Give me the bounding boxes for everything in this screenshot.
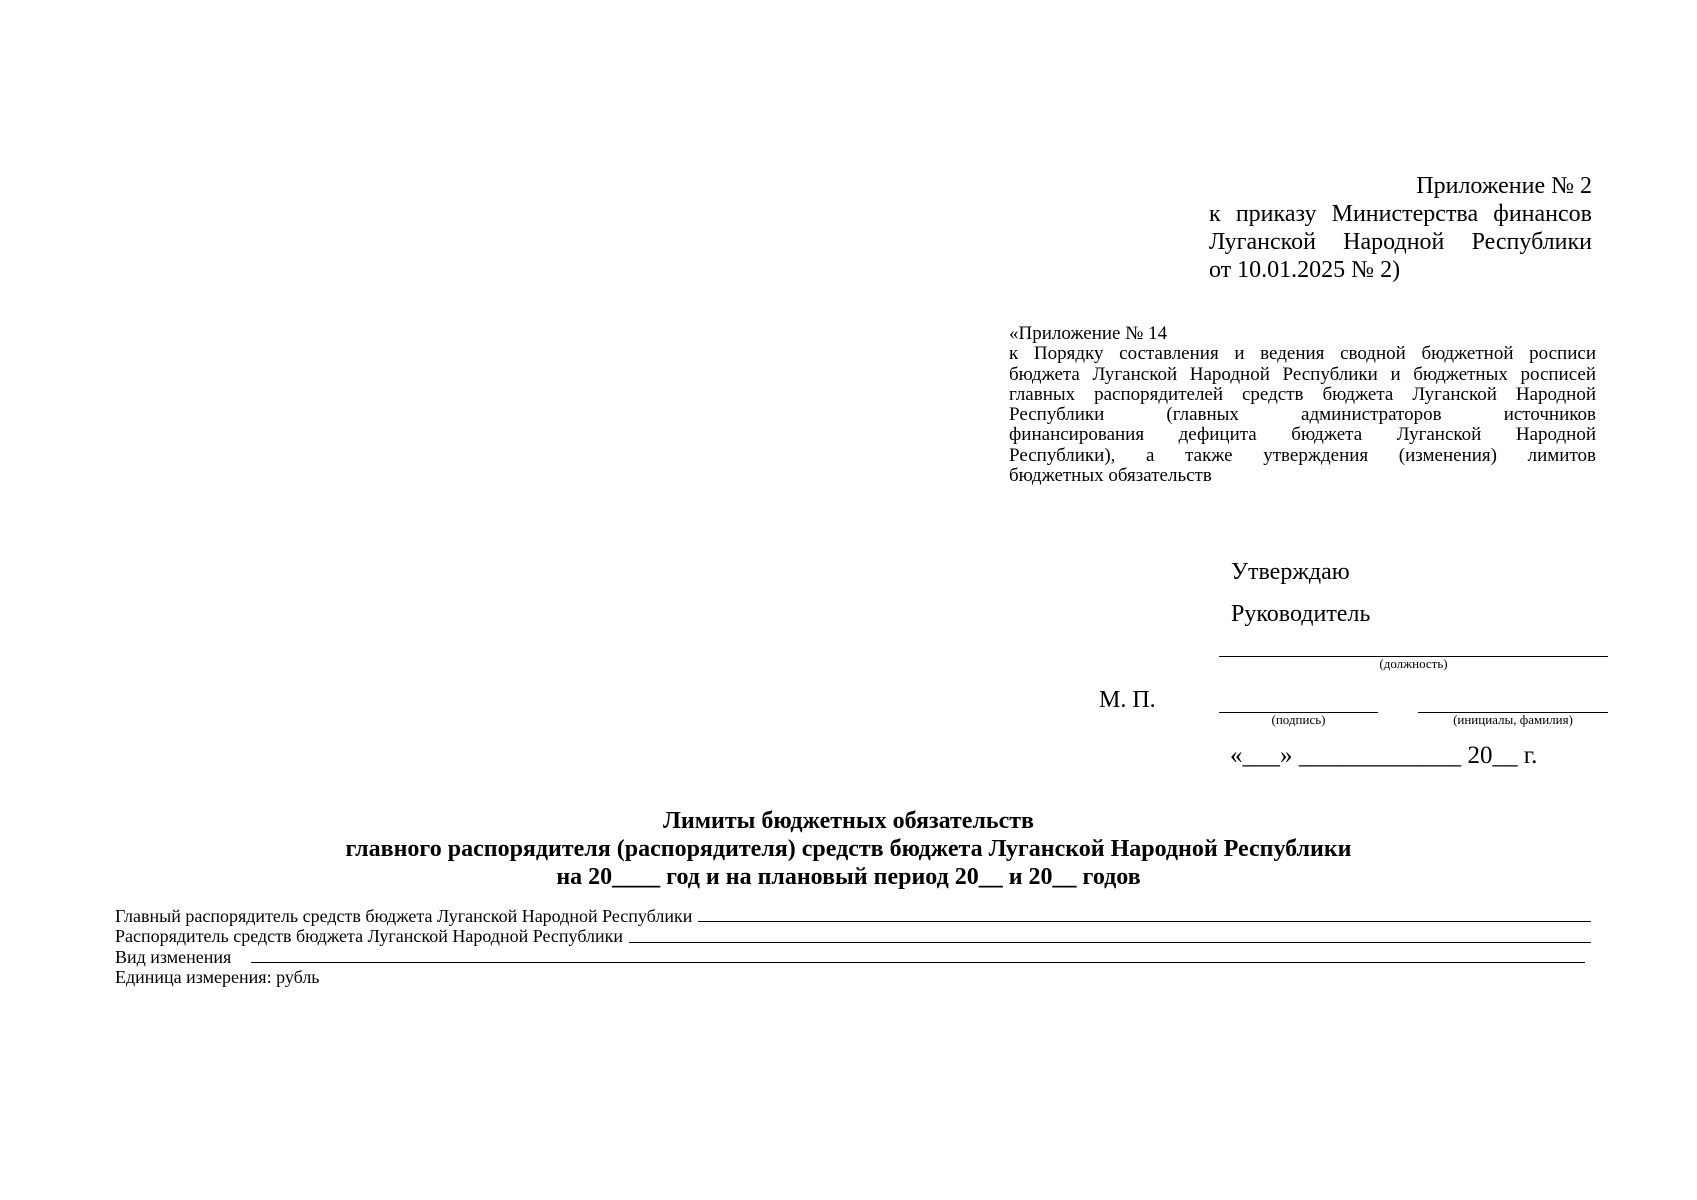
field-change-type xyxy=(115,947,1591,967)
appendix-2-line-3: от 10.01.2025 № 2) xyxy=(1209,257,1401,283)
head-label: Руководитель xyxy=(1231,601,1371,627)
approval-date: «___» _____________ 20__ г. xyxy=(1230,742,1538,769)
title-line-3: на 20____ год и на плановый период 20__ и 20__ годов xyxy=(556,864,1141,890)
field-main-manager-label: Главный распорядитель средств бюджета Луганской Народной Республики xyxy=(115,906,693,926)
field-manager xyxy=(115,926,1591,946)
appendix-14-line: бюджетных обязательств xyxy=(1009,465,1212,487)
signature-caption: (подпись) xyxy=(1271,712,1326,727)
appendix-14-line: Республики), а также утверждения (изменения) лимитов xyxy=(1009,444,1596,466)
stamp-label: М. П. xyxy=(1099,687,1156,713)
appendix-2-block xyxy=(1209,172,1592,284)
appendix-2-title: Приложение № 2 xyxy=(1416,173,1592,199)
appendix-14-line: Республики (главных администраторов источников xyxy=(1009,404,1596,426)
field-change-type-line xyxy=(251,962,1585,963)
title-line-2: главного распорядителя (распорядителя) средств бюджета Луганской Народной Республики xyxy=(345,836,1352,862)
form-fields xyxy=(115,906,1591,987)
position-caption: (должность) xyxy=(1379,656,1448,671)
title-line-1: Лимиты бюджетных обязательств xyxy=(662,808,1035,834)
field-change-type-label: Вид изменения xyxy=(115,946,232,967)
appendix-14-line: бюджета Луганской Народной Республики и бюджетных росписей xyxy=(1009,363,1596,385)
field-main-manager xyxy=(115,906,1591,926)
name-caption: (инициалы, фамилия) xyxy=(1453,712,1573,727)
appendix-14-line: к Порядку составления и ведения сводной бюджетной росписи xyxy=(1009,343,1596,365)
appendix-14-block xyxy=(1009,324,1596,486)
appendix-14-line: финансирования дефицита бюджета Луганской Народной xyxy=(1009,424,1596,446)
appendix-14-title: «Приложение № 14 xyxy=(1009,323,1168,344)
approve-label: Утверждаю xyxy=(1231,559,1350,585)
field-main-manager-line xyxy=(698,921,1591,922)
appendix-2-line-2: Луганской Народной Республики xyxy=(1209,229,1592,255)
document-title xyxy=(0,807,1697,891)
field-manager-line xyxy=(629,942,1591,943)
field-unit xyxy=(115,967,1591,987)
field-unit-label: Единица измерения: рубль xyxy=(115,966,320,987)
field-manager-label: Распорядитель средств бюджета Луганской Народной Республики xyxy=(115,926,624,947)
appendix-14-line: главных распорядителей средств бюджета Луганской Народной xyxy=(1009,383,1596,405)
appendix-2-line-1: к приказу Министерства финансов xyxy=(1209,201,1592,227)
